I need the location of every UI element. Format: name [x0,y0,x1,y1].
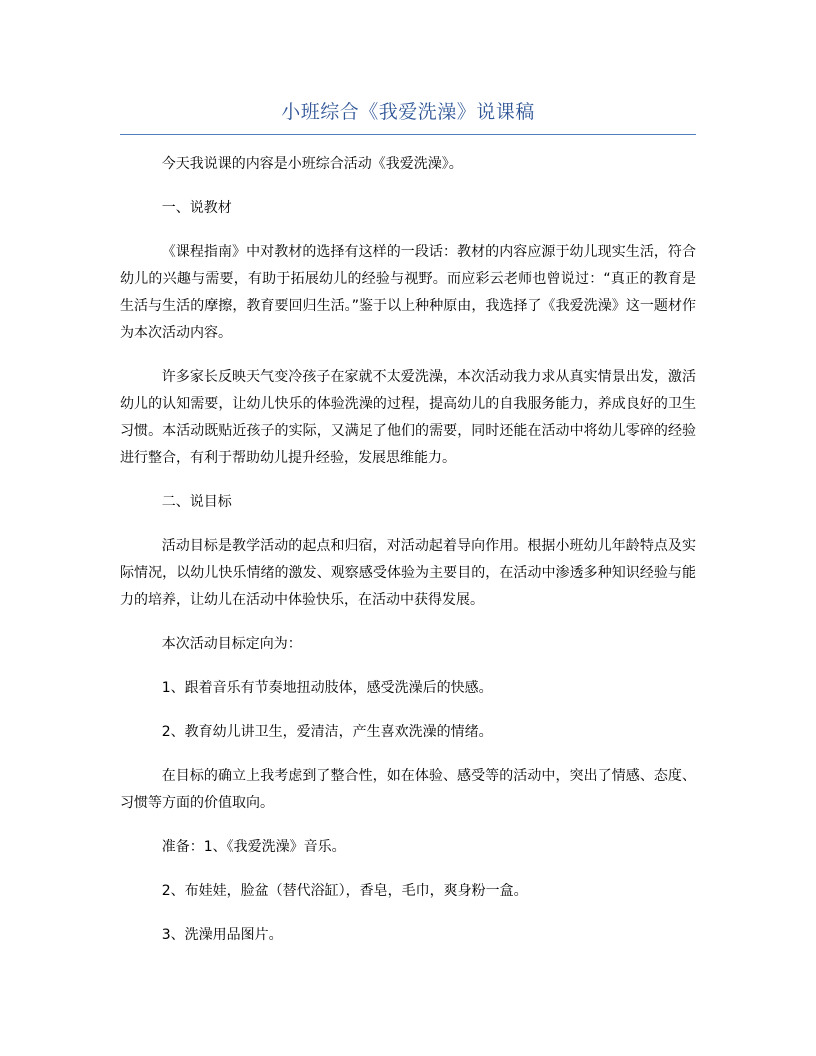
preparation-item-3: 3、洗澡用品图片。 [161,927,283,943]
document-body [120,151,696,966]
body-paragraph: 在目标的确立上我考虑到了整合性，如在体验、感受等的活动中，突出了情感、态度、习惯等方面的价值取向。 [120,768,696,811]
document-title: 小班综合《我爱洗澡》说课稿 [281,101,535,123]
body-paragraph: 《课程指南》中对教材的选择有这样的一段话：教材的内容应源于幼儿现实生活，符合幼儿的兴趣与需要，有助于拓展幼儿的经验与视野。而应彩云老师也曾说过：“真正的教育是生活与生活的摩擦，教育要回归生活。”鉴于以上种种原由，我选择了《我爱洗澡》这一题材作为本次活动内容。 [120,244,696,341]
preparation-item-1: 准备：1、《我爱洗澡》音乐。 [161,839,346,855]
preparation-item-2: 2、布娃娃，脸盆（替代浴缸），香皂，毛巾，爽身粉一盒。 [161,883,528,899]
section-heading-teaching-material: 一、说教材 [161,200,232,216]
objective-item-1: 1、跟着音乐有节奏地扭动肢体，感受洗澡后的快感。 [161,680,493,696]
body-paragraph: 本次活动目标定向为： [161,636,302,652]
section-heading-objectives: 二、说目标 [161,494,232,510]
intro-paragraph: 今天我说课的内容是小班综合活动《我爱洗澡》。 [161,156,463,172]
body-paragraph: 许多家长反映天气变冷孩子在家就不太爱洗澡，本次活动我力求从真实情景出发，激活幼儿的认知需要，让幼儿快乐的体验洗澡的过程，提高幼儿的自我服务能力，养成良好的卫生习惯。本活动既贴近孩子的实际，又满足了他们的需要，同时还能在活动中将幼儿零碎的经验进行整合，有利于帮助幼儿提升经验，发展思维能力。 [120,369,696,466]
body-paragraph: 活动目标是教学活动的起点和归宿，对活动起着导向作用。根据小班幼儿年龄特点及实际情况，以幼儿快乐情绪的激发、观察感受体验为主要目的，在活动中渗透多种知识经验与能力的培养，让幼儿在活动中体验快乐，在活动中获得发展。 [120,538,696,608]
objective-item-2: 2、教育幼儿讲卫生，爱清洁，产生喜欢洗澡的情绪。 [161,724,493,740]
title-divider [120,134,696,135]
